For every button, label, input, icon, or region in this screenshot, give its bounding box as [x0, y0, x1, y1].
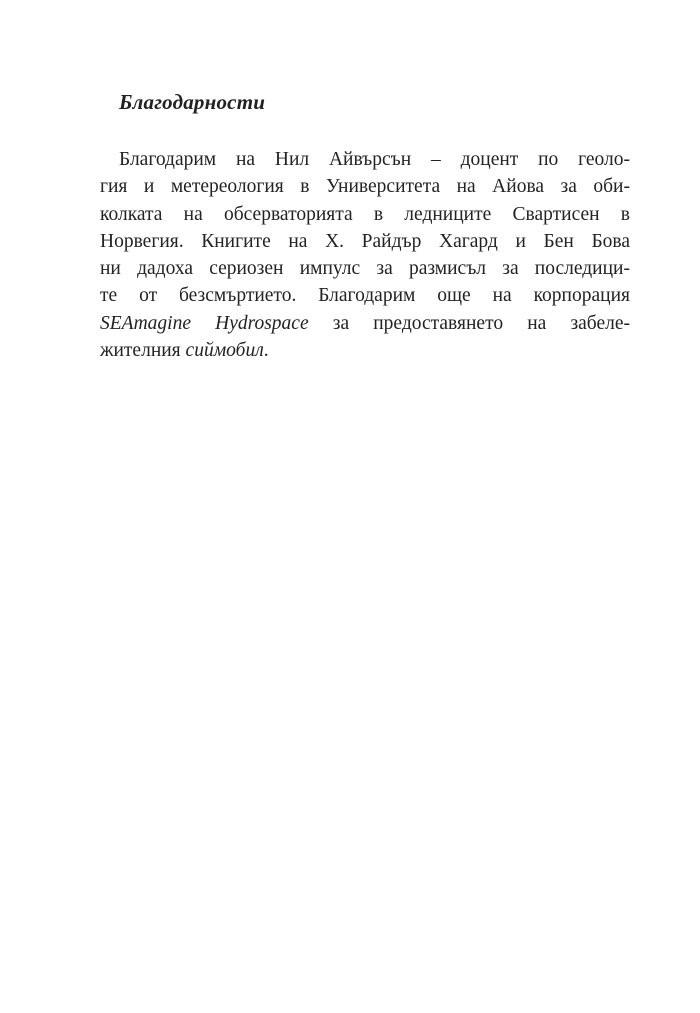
line-3-text: колката на обсерваторията в ледниците Свартисен в [100, 203, 630, 225]
seamobile-italic: сиймобил [185, 340, 264, 362]
line-6-text: те от безсмъртието. Благодарим още на корпорация [100, 285, 630, 307]
line-8-period: . [263, 340, 269, 362]
paragraph-line-7 [100, 310, 630, 337]
paragraph-line-4 [100, 228, 630, 255]
company-name-italic: SEAmagine Hydrospace [100, 312, 309, 334]
paragraph-line-1 [100, 146, 630, 173]
line-2-text: гия и метереология в Университета на Айова за оби- [100, 176, 630, 198]
line-7-text: за предоставянето на забеле- [308, 312, 631, 334]
paragraph-line-2 [100, 173, 630, 200]
paragraph-line-8 [100, 337, 630, 364]
acknowledgements-paragraph [100, 146, 630, 364]
line-5-text: ни дадоха сериозен импулс за размисъл за последици- [100, 258, 630, 280]
line-4-text: Норвегия. Книгите на Х. Райдър Хагард и Бен Бова [100, 230, 630, 252]
paragraph-line-3 [100, 201, 630, 228]
paragraph-line-5 [100, 255, 630, 282]
paragraph-line-6 [100, 282, 630, 309]
section-heading: Благодарности [119, 90, 266, 114]
line-1-text: Благодарим на Нил Айвърсън – доцент по геоло- [119, 149, 630, 170]
line-8-text: жителния [100, 340, 186, 362]
